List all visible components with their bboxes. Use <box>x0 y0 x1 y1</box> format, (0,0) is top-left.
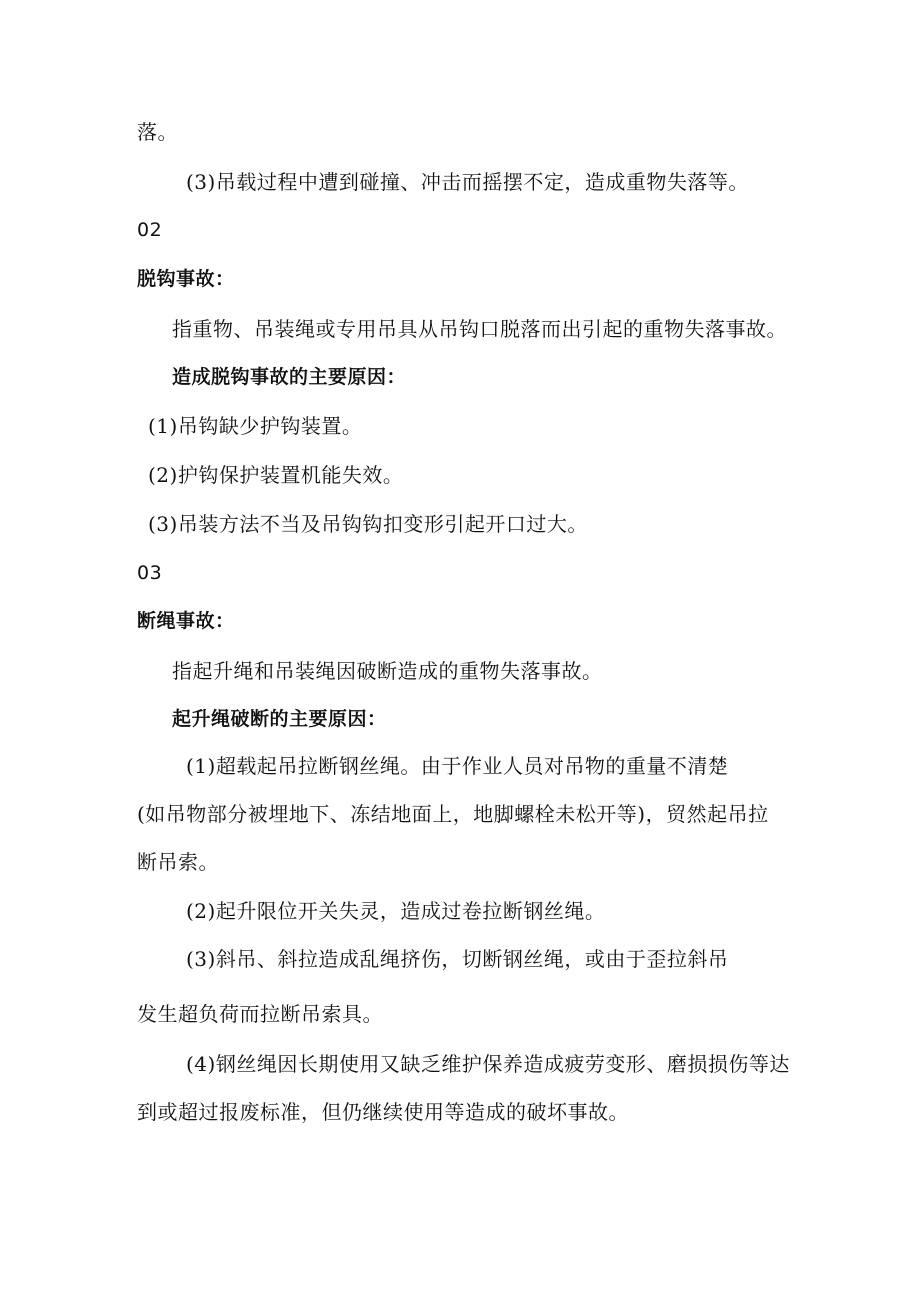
paragraph-line: 断吊索。 <box>137 850 219 874</box>
section-heading: 脱钩事故： <box>137 268 235 290</box>
subheading: 起升绳破断的主要原因： <box>172 708 387 730</box>
section-number: 02 <box>137 219 163 241</box>
list-item: (1)吊钩缺少护钩装置。 <box>148 414 363 438</box>
section-number: 03 <box>137 562 163 584</box>
list-item: (1)超载起吊拉断钢丝绳。由于作业人员对吊物的重量不清楚 <box>186 754 729 778</box>
paragraph-line: 到或超过报废标准，但仍继续使用等造成的破坏事故。 <box>137 1100 629 1124</box>
list-item: (2)护钩保护装置机能失效。 <box>148 463 404 487</box>
list-item: (2)起升限位开关失灵，造成过卷拉断钢丝绳。 <box>186 899 606 923</box>
paragraph-line: 落。 <box>137 120 178 144</box>
list-item: (3)吊装方法不当及吊钩钩扣变形引起开口过大。 <box>148 512 588 536</box>
paragraph-line: (3)吊载过程中遭到碰撞、冲击而摇摆不定，造成重物失落等。 <box>186 170 749 194</box>
list-item: (3)斜吊、斜拉造成乱绳挤伤，切断钢丝绳，或由于歪拉斜吊 <box>186 947 729 971</box>
paragraph-line: (如吊物部分被埋地下、冻结地面上，地脚螺栓未松开等)，贸然起吊拉 <box>137 802 769 826</box>
paragraph-line: 指起升绳和吊装绳因破断造成的重物失落事故。 <box>172 659 603 683</box>
section-heading: 断绳事故： <box>137 610 235 632</box>
paragraph-line: 发生超负荷而拉断吊索具。 <box>137 1002 383 1026</box>
paragraph-line: 指重物、吊装绳或专用吊具从吊钩口脱落而出引起的重物失落事故。 <box>172 317 787 341</box>
subheading: 造成脱钩事故的主要原因： <box>172 366 407 388</box>
list-item: (4)钢丝绳因长期使用又缺乏维护保养造成疲劳变形、磨损损伤等达 <box>186 1052 790 1076</box>
